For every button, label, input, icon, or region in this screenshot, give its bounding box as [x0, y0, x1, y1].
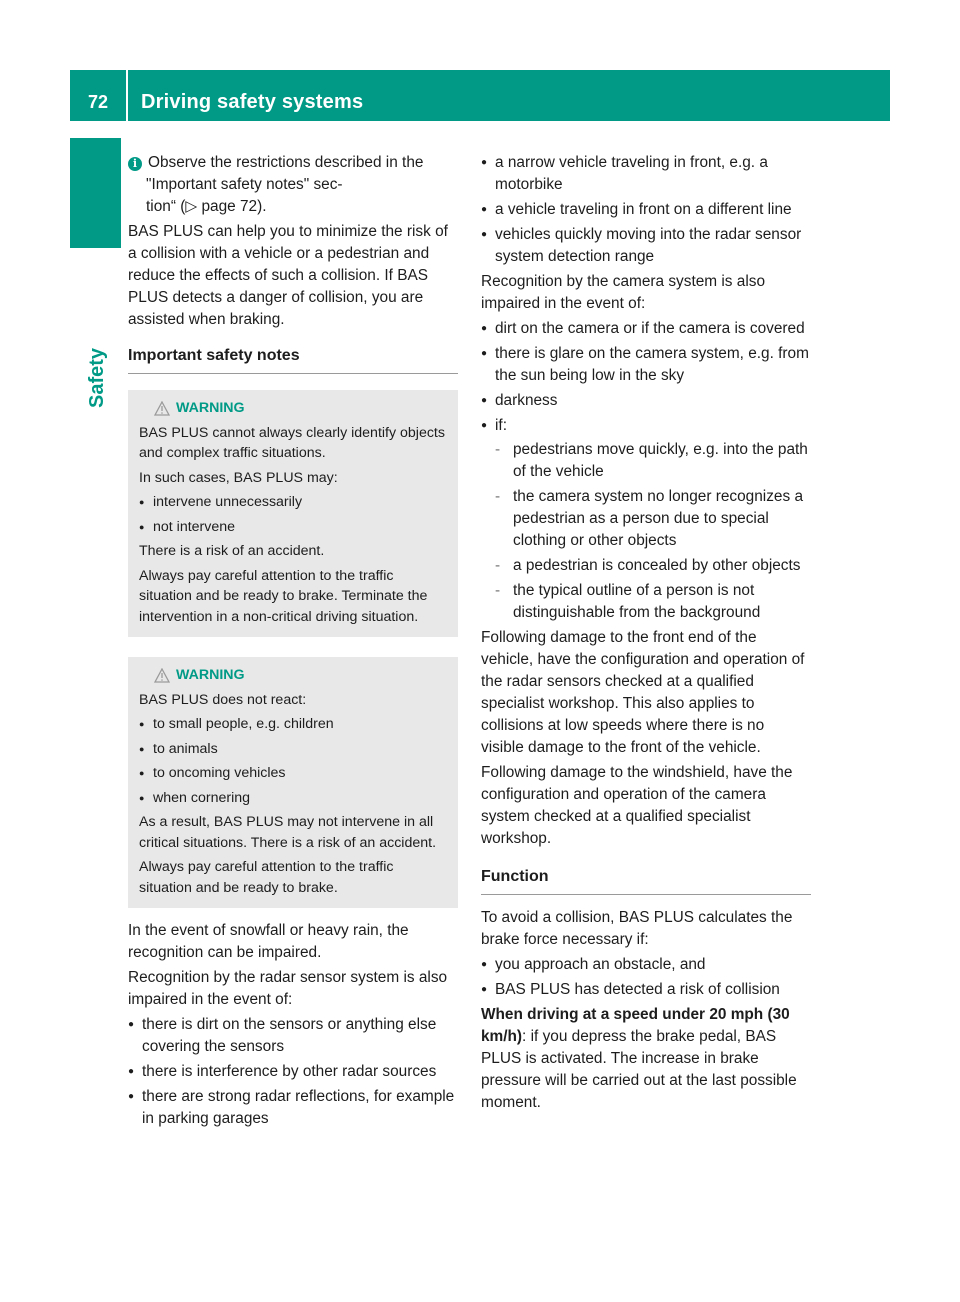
- list-item: ● a vehicle traveling in front on a different line: [481, 201, 792, 218]
- warning1-p1: BAS PLUS cannot always clearly identify objects and complex traffic situations.: [139, 424, 445, 461]
- camera-list: [481, 318, 811, 624]
- list-item: ● you approach an obstacle, and: [481, 956, 706, 973]
- radar-paragraph: Recognition by the radar sensor system is also impaired in the event of:: [128, 969, 448, 1008]
- info-note: [128, 152, 458, 218]
- section-tab-text: Safety: [86, 347, 108, 408]
- warning1-p2: In such cases, BAS PLUS may:: [139, 469, 338, 486]
- warning1-p3: There is a risk of an accident.: [139, 543, 325, 559]
- list-item: ● there are strong radar reflections, for example in parking garages: [128, 1088, 455, 1127]
- list-item: ● not intervene: [139, 518, 236, 535]
- list-item: ● dirt on the camera or if the camera is covered: [481, 320, 805, 337]
- list-item: ● to animals: [139, 740, 218, 757]
- list-item: ● there is glare on the camera system, e.g. from the sun being low in the sky: [481, 345, 809, 384]
- speed-bold-text: When driving at a speed under 20 mph (30 km/h): [481, 1006, 790, 1045]
- list-item: ● to oncoming vehicles: [139, 765, 286, 781]
- warning-triangle-icon: [154, 401, 170, 416]
- function-paragraph: To avoid a collision, BAS PLUS calculates the brake force necessary if:: [481, 909, 793, 948]
- warning-box-1: [128, 390, 458, 637]
- radar-list-continued: [481, 152, 811, 268]
- warning2-p1: BAS PLUS does not react:: [139, 691, 307, 708]
- snow-paragraph: In the event of snowfall or heavy rain, the recognition can be impaired.: [128, 922, 409, 961]
- list-item: ● if: - pedestrians move quickly, e.g. into the path of the vehicle - the camera system no longer recognizes a pedestrian as a person due to special clothing or other objects - a pedestrian is concealed by other objects - the typical outline of a person is not distinguishable from the background: [481, 415, 811, 624]
- sublist-item: - the camera system no longer recognizes a pedestrian as a person due to special clothing or other objects: [495, 488, 804, 549]
- list-item: ● BAS PLUS has detected a risk of collision: [481, 981, 780, 998]
- speed-paragraph: [481, 1004, 811, 1114]
- damage-front-paragraph: Following damage to the front end of the vehicle, have the configuration and operation of the radar sensors checked at a qualified specialist workshop. This also applies to collisions at low speeds where there is no visible damage to the front of the vehicle.: [481, 629, 805, 756]
- if-sublist: [495, 439, 811, 624]
- list-item: ● darkness: [481, 392, 558, 409]
- right-column: [481, 152, 811, 1117]
- list-item: ● to small people, e.g. children: [139, 716, 334, 732]
- info-note-line1: Observe the restrictions described in the: [148, 154, 424, 171]
- list-item: ● vehicles quickly moving into the radar sensor system detection range: [481, 226, 802, 265]
- page-title: Driving safety systems: [141, 91, 364, 113]
- info-note-line3[interactable]: tion“ (▷ page 72).: [146, 198, 267, 215]
- section-tab-label: [86, 318, 110, 408]
- list-item: ● there is interference by other radar sources: [128, 1063, 437, 1080]
- info-icon: i: [128, 157, 142, 171]
- camera-paragraph: Recognition by the camera system is also impaired in the event of:: [481, 273, 765, 312]
- sublist-item: - a pedestrian is concealed by other objects: [495, 557, 801, 574]
- left-column: [128, 152, 458, 1133]
- warning-triangle-icon: [154, 668, 170, 683]
- warning2-list: [139, 714, 448, 808]
- page-number: 72: [87, 92, 109, 112]
- warning-title: WARNING: [139, 398, 448, 419]
- section-tab-block: [70, 138, 121, 248]
- warning1-list: [139, 492, 448, 537]
- function-list: [481, 954, 811, 1001]
- warning-title: WARNING: [139, 665, 448, 686]
- sublist-item: - the typical outline of a person is not distinguishable from the background: [495, 582, 761, 621]
- section-heading-safety: Important safety notes: [128, 345, 458, 374]
- section-heading-function: Function: [481, 866, 811, 895]
- speed-rest-text: : if you depress the brake pedal, BAS PLUS is activated. The increase in brake pressure will be carried out at the last possible moment.: [481, 1028, 797, 1111]
- list-item: ● a narrow vehicle traveling in front, e.g. a motorbike: [481, 154, 768, 193]
- damage-windshield-paragraph: Following damage to the windshield, have the configuration and operation of the camera system checked at a qualified specialist workshop.: [481, 764, 793, 847]
- list-item: ● there is dirt on the sensors or anything else covering the sensors: [128, 1016, 437, 1055]
- info-note-line2: "Important safety notes" sec-: [146, 176, 343, 193]
- sublist-item: - pedestrians move quickly, e.g. into the path of the vehicle: [495, 441, 808, 480]
- radar-list: [128, 1014, 458, 1130]
- list-item: ● intervene unnecessarily: [139, 494, 303, 510]
- warning2-p2: As a result, BAS PLUS may not intervene in all critical situations. There is a risk of an accident.: [139, 814, 437, 851]
- list-item: ● when cornering: [139, 789, 251, 806]
- warning1-p4: Always pay careful attention to the traffic situation and be ready to brake. Terminate the intervention in a non-critical driving situation.: [139, 567, 428, 625]
- warning-box-2: [128, 657, 458, 908]
- header-divider: [126, 70, 128, 121]
- warning2-p3: Always pay careful attention to the traffic situation and be ready to brake.: [139, 859, 394, 896]
- intro-paragraph: BAS PLUS can help you to minimize the risk of a collision with a vehicle or a pedestrian and reduce the effects of such a collision. If BAS PLUS detects a danger of collision, you are assisted when braking.: [128, 223, 448, 328]
